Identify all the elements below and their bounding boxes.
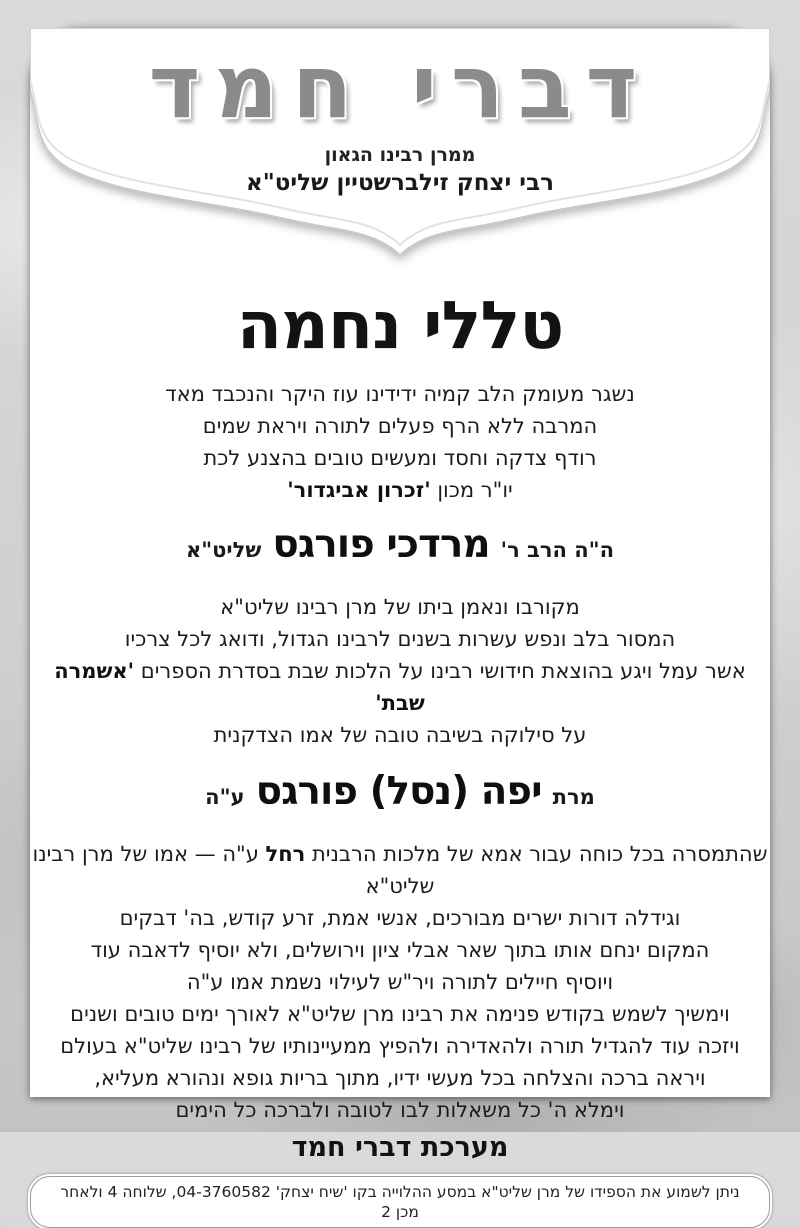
signature: מערכת דברי חמד <box>291 1132 509 1163</box>
footer <box>30 1176 770 1228</box>
notice-page <box>30 28 770 1221</box>
text-line: וגידלה דורות ישרים מבורכים, אנשי אמת, זרע קודש, בה' דבקים <box>119 906 681 930</box>
text-line: המרבה ללא הרף פעלים לתורה ויראת שמים <box>202 414 598 438</box>
text-line: על סילוקה בשיבה טובה של אמו הצדקנית <box>213 723 587 747</box>
honoree-name: מרדכי פורגס <box>272 522 490 567</box>
opening-paragraph <box>30 378 770 506</box>
text-line <box>30 838 770 902</box>
text-line: ויוסיף חיילים לתורה ויר"ש לעילוי נשמת אמו ע"ה <box>186 970 614 994</box>
notice-body <box>30 287 770 1228</box>
book-series-name: 'אשמרה שבת' <box>54 659 425 715</box>
rebbetzin-name: רחל <box>265 842 306 866</box>
text-line: ויזכה עוד להגדיל תורה ולהאדירה ולהפיץ ממעיינותיו של רבינו שליט"א בעולם <box>60 1034 740 1058</box>
text-segment: ע"ה — אמו של מרן רבינו שליט"א <box>32 842 435 898</box>
hotline-notice: ניתן לשמוע את הספידו של מרן שליט"א במסע ההלוייה בקו 'שיח יצחק' 04-3760582, שלוחה 4 ולאחר מכן 2 <box>30 1176 770 1228</box>
text-line: המסור בלב ונפש עשרות בשנים לרבינו הגדול, ודואג לכל צרכיו <box>124 627 676 651</box>
deceased-title-prefix: מרת <box>552 785 595 809</box>
masthead-subtitle-2: רבי יצחק זילברשטיין שליט"א <box>246 169 554 196</box>
text-line: נשגר מעומק הלב קמיה ידידינו עוז היקר והנכבד מאד <box>165 382 635 406</box>
publication-logo: דברי חמד <box>148 34 652 138</box>
institute-name: 'זכרון אביגדור' <box>287 478 431 502</box>
masthead <box>30 28 770 240</box>
text-line: רודף צדקה וחסד ומעשים טובים בהצנע לכת <box>203 446 597 470</box>
text-line: המקום ינחם אותו בתוך שאר אבלי ציון וירושלים, ולא יוסיף לדאבה עוד <box>90 938 710 962</box>
masthead-subtitle-1: ממרן רבינו הגאון <box>324 144 476 166</box>
text-segment: שהתמסרה בכל כוחה עבור אמא של מלכות הרבנית <box>305 842 768 866</box>
text-segment: יו"ר מכון <box>430 478 513 502</box>
text-line <box>30 655 770 719</box>
text-line: וימלא ה' כל משאלות לבו לטובה ולברכה כל הימים <box>175 1098 625 1122</box>
honoree-title-suffix: שליט"א <box>185 538 262 562</box>
text-line <box>30 474 770 506</box>
honoree-name-line <box>30 520 770 577</box>
text-line: מקורבו ונאמן ביתו של מרן רבינו שליט"א <box>220 595 580 619</box>
middle-paragraph <box>30 591 770 751</box>
text-line: וימשיך לשמש בקודש פנימה את רבינו מרן שליט"א לאורך ימים טובים ושנים <box>70 1002 730 1026</box>
text-line: ויראה ברכה והצלחה בכל מעשי ידיו, מתוך בריות גופא ונהורא מעליא, <box>94 1066 706 1090</box>
blessing-paragraph <box>30 838 770 1126</box>
notice-title: טללי נחמה <box>236 287 564 364</box>
deceased-title-suffix: ע"ה <box>205 785 245 809</box>
deceased-name-line <box>30 767 770 824</box>
text-segment: אשר עמל ויגע בהוצאת חידושי רבינו על הלכות שבת בסדרת הספרים <box>134 659 746 683</box>
honoree-title-prefix: ה"ה הרב ר' <box>500 538 615 562</box>
deceased-name: יפה (נסל) פורגס <box>255 769 542 814</box>
